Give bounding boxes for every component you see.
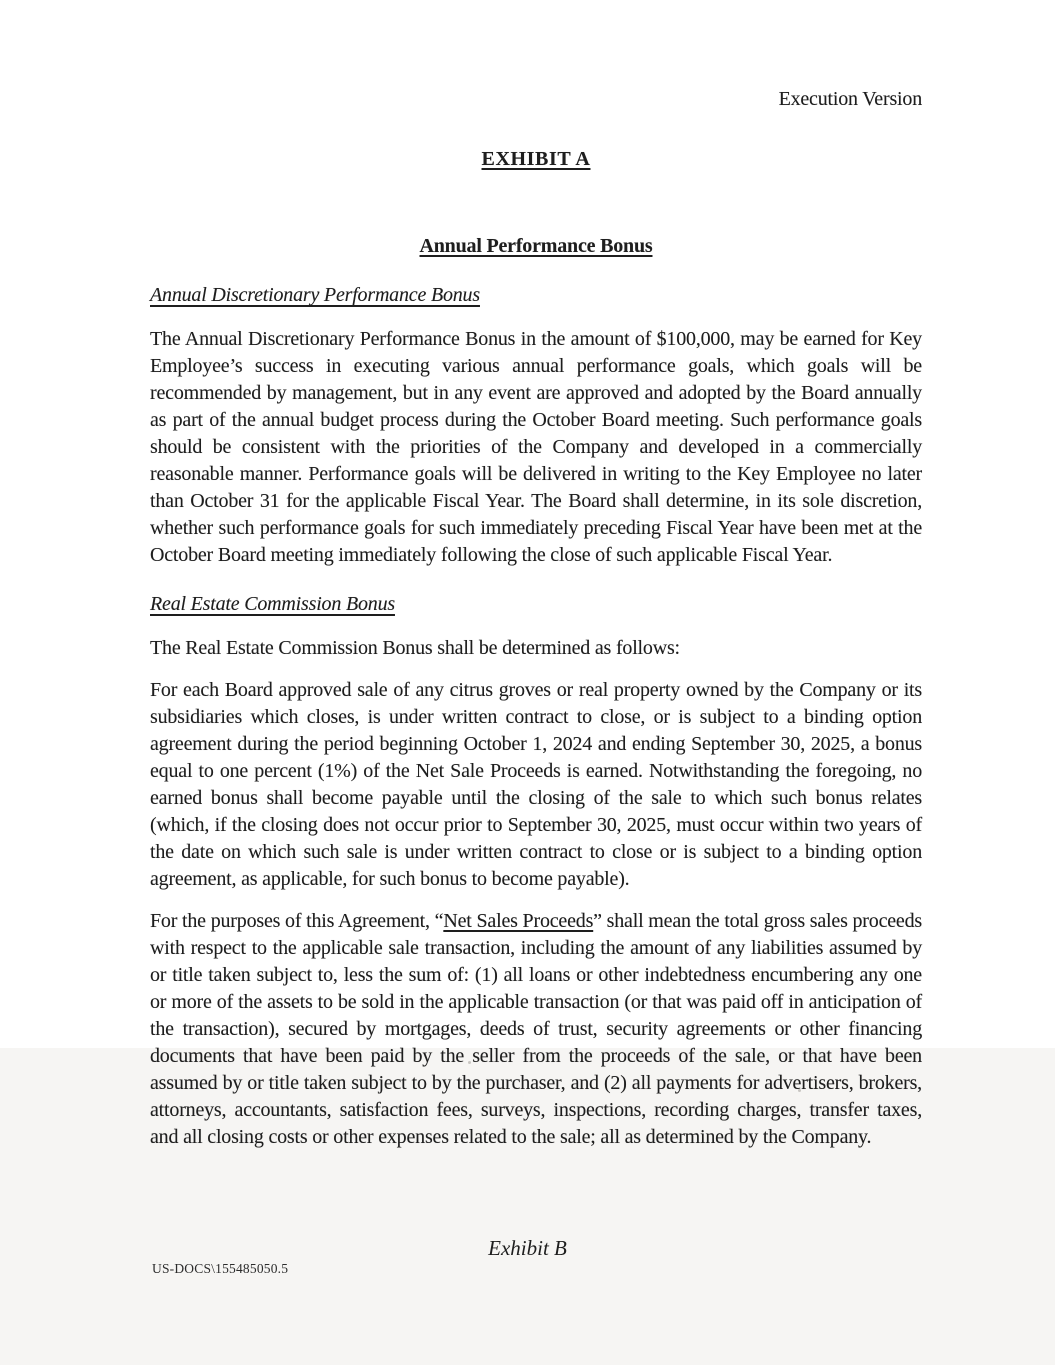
paragraph-real-estate-intro: The Real Estate Commission Bonus shall be determined as follows:	[150, 637, 680, 659]
page-title: Annual Performance Bonus	[419, 235, 653, 257]
exhibit-a-heading: EXHIBIT A	[481, 148, 591, 170]
paragraph-real-estate-terms: For each Board approved sale of any citrus groves or real property owned by the Company or its subsidiaries which closes, is under written contract to close, or is subject to a binding option agreement during the period beginning October 1, 2024 and ending September 30, 2025, a bonus equal to one percent (1%) of the Net Sale Proceeds is earned. Notwithstanding the foregoing, no earned bonus shall become payable until the closing of the sale to which such bonus relates (which, if the closing does not occur prior to September 30, 2025, must occur within two years of the date on which such sale is under written contract to close or is subject to a binding option agreement, as applicable, for such bonus to become payable).	[150, 679, 922, 890]
paragraph-net-sales-definition	[150, 908, 922, 1151]
section-heading-real-estate-bonus: Real Estate Commission Bonus	[150, 593, 395, 615]
document-body	[150, 0, 922, 1151]
paragraph-discretionary-bonus: The Annual Discretionary Performance Bonus in the amount of $100,000, may be earned for Key Employee’s success in executing various annual performance goals, which goals will be recommended by management, but in any event are approved and adopted by the Board annually as part of the annual budget process during the October Board meeting. Such performance goals should be consistent with the priorities of the Company and developed in a commercially reasonable manner. Performance goals will be delivered in writing to the Key Employee no later than October 31 for the applicable Fiscal Year. The Board shall determine, in its sole discretion, whether such performance goals for such immediately preceding Fiscal Year have been met at the October Board meeting immediately following the close of such applicable Fiscal Year.	[150, 328, 922, 566]
defined-term-net-sales-proceeds: Net Sales Proceeds	[443, 910, 594, 932]
section-heading-discretionary-bonus: Annual Discretionary Performance Bonus	[150, 284, 480, 306]
footer-exhibit-b-label: Exhibit B	[488, 1236, 567, 1260]
execution-version-label: Execution Version	[778, 88, 922, 110]
net-sales-prefix-text: For the purposes of this Agreement, “	[150, 910, 444, 932]
doc-control-number: US-DOCS\155485050.5	[152, 1261, 289, 1276]
net-sales-suffix-text: ” shall mean the total gross sales proceeds with respect to the applicable sale transaction, including the amount of any liabilities assumed by or title taken subject to, less the sum of: (1) all loans or other indebtedness encumbering any one or more of the assets to be sold in the applicable transaction (or that was paid off in anticipation of the transaction), secured by mortgages, deeds of trust, security agreements or other financing documents that have been paid by the seller from the proceeds of the sale, or that have been assumed by or title taken subject to by the purchaser, and (2) all payments for advertisers, brokers, attorneys, accountants, satisfaction fees, surveys, inspections, recording charges, transfer taxes, and all closing costs or other expenses related to the sale; all as determined by the Company.	[150, 910, 922, 1148]
